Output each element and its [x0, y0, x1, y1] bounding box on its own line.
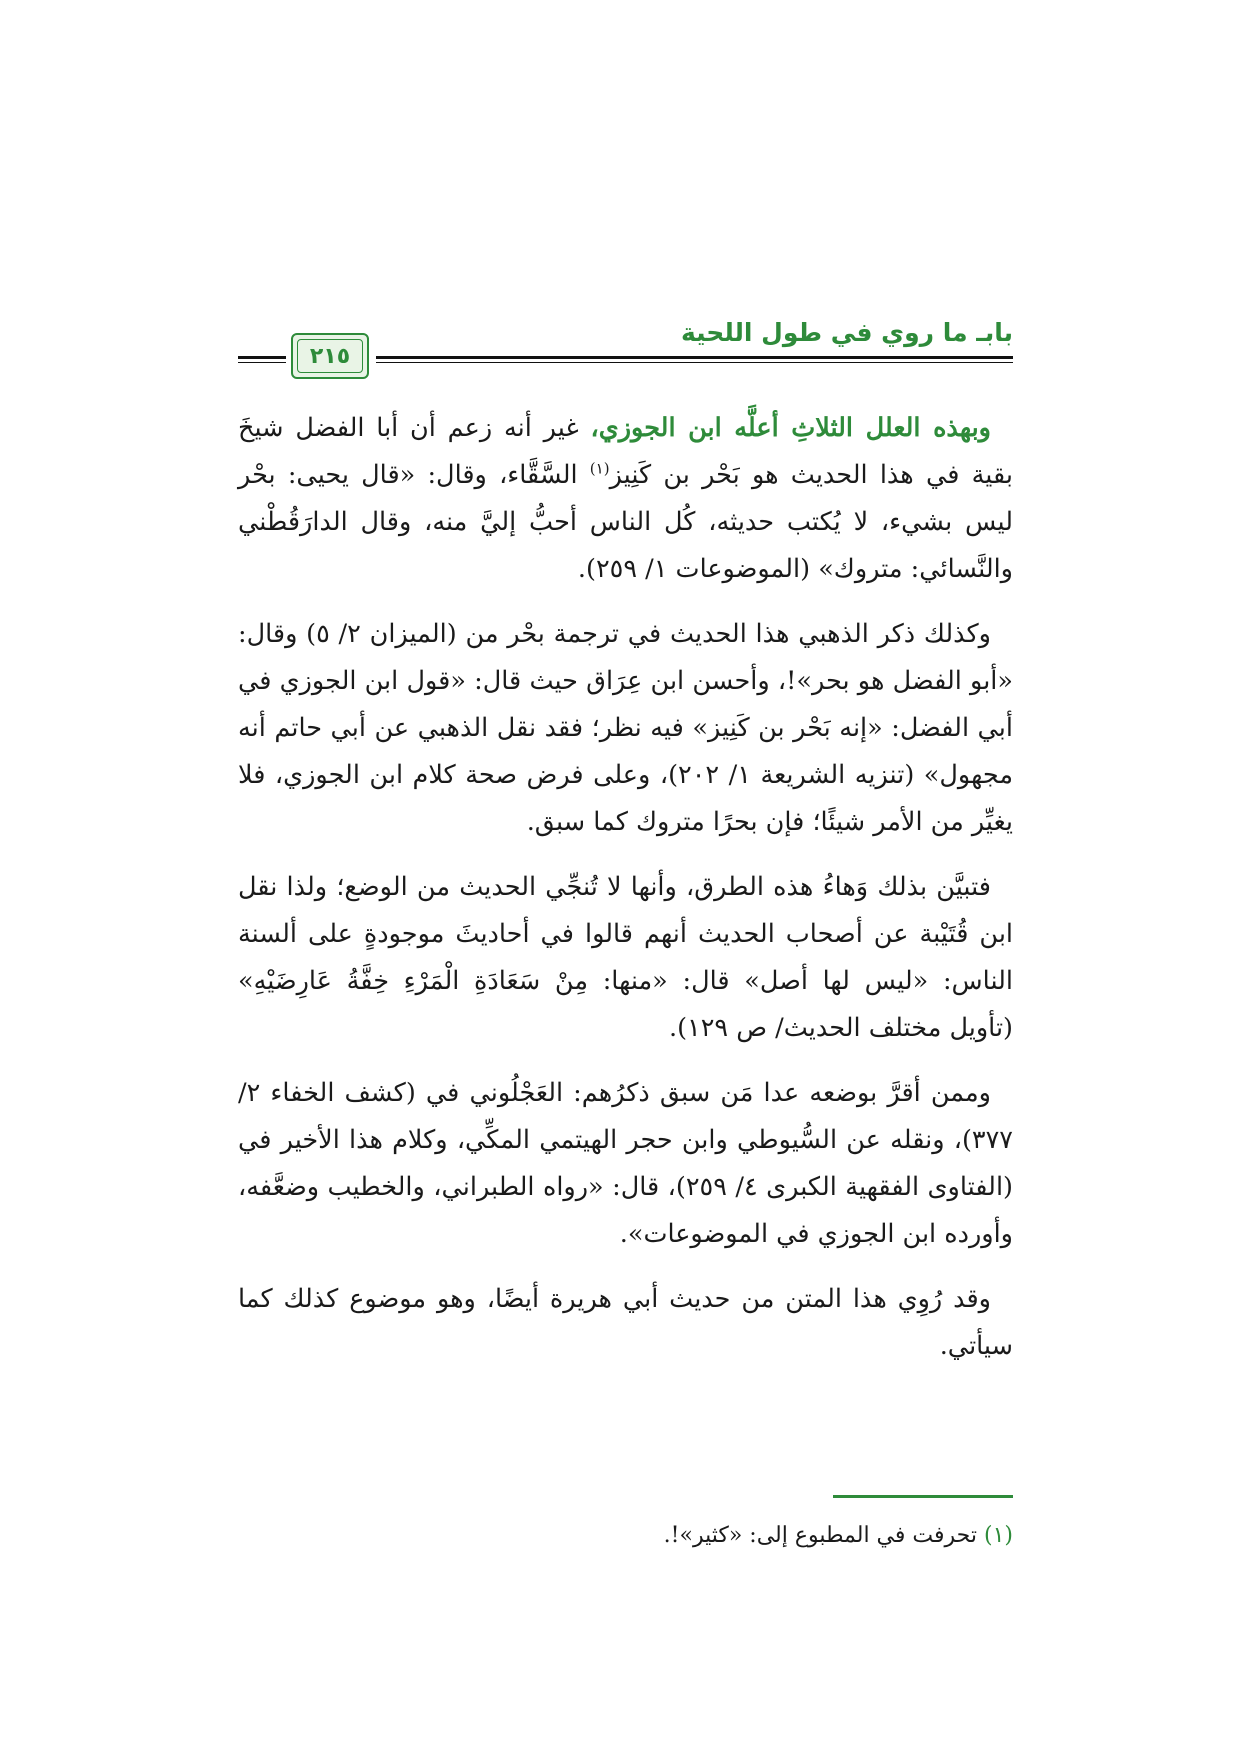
paragraph-2: وكذلك ذكر الذهبي هذا الحديث في ترجمة بحْر من (الميزان ٢/ ٥) وقال: «أبو الفضل هو بحر»!، وأحسن ابن عِرَاق حيث قال: «قول ابن الجوزي في أبي الفضل: «إنه بَحْر بن كَنِيز» فيه نظر؛ فقد نقل الذهبي عن أبي حاتم أنه مجهول» (تنزيه الشريعة ١/ ٢٠٢)، وعلى فرض صحة كلام ابن الجوزي، فلا يغيِّر من الأمر شيئًا؛ فإن بحرًا متروك كما سبق.: [238, 619, 1013, 837]
paragraph-4: وممن أقرَّ بوضعه عدا مَن سبق ذكرُهم: العَجْلُوني في (كشف الخفاء ٢/ ٣٧٧)، ونقله عن السُّيوطي وابن حجر الهيتمي المكِّي، وكلام هذا الأخير في (الفتاوى الفقهية الكبرى ٤/ ٢٥٩)، قال: «رواه الطبراني، والخطيب وضعَّفه، وأورده ابن الجوزي في الموضوعات».: [238, 1078, 1013, 1249]
header-rule-left: [238, 356, 286, 359]
header-rule-right: [376, 356, 1013, 359]
paragraph-1: [238, 405, 1013, 593]
highlighted-phrase: وبهذه العلل الثلاثِ أعلَّه ابن الجوزي،: [590, 413, 991, 443]
footnote-number: (١): [983, 1523, 1013, 1548]
page-number: ٢١٥: [309, 343, 351, 369]
footnote-separator: [833, 1495, 1013, 1498]
header-rule-left-thin: [238, 362, 286, 363]
paragraph-1-text-a: غير أنه زعم أن أبا الفضل شيخَ بقية في هذا الحديث هو بَحْر بن كَنِيز: [238, 413, 1013, 490]
footnote: [238, 1518, 1013, 1554]
footnote-reference: (١): [589, 459, 610, 478]
chapter-title: بابـ ما روي في طول اللحية: [680, 318, 1013, 347]
footnote-text: تحرفت في المطبوع إلى: «كثير»!.: [663, 1523, 984, 1548]
page-number-badge: [291, 333, 369, 379]
main-text: [238, 405, 1013, 1388]
paragraph-3: فتبيَّن بذلك وَهاءُ هذه الطرق، وأنها لا تُنجِّي الحديث من الوضع؛ ولذا نقل ابن قُتَيْبة عن أصحاب الحديث أنهم قالوا في أحاديثَ موجودةٍ على ألسنة الناس: «ليس لها أصل» قال: «منها: مِنْ سَعَادَةِ الْمَرْءِ خِفَّةُ عَارِضَيْهِ» (تأويل مختلف الحديث/ ص ١٢٩).: [238, 872, 1013, 1043]
paragraph-5: وقد رُوِي هذا المتن من حديث أبي هريرة أيضًا، وهو موضوع كذلك كما سيأتي.: [238, 1284, 1013, 1361]
page-header: [238, 318, 1013, 388]
header-rule-right-thin: [376, 362, 1013, 363]
paragraph-1-text-b: السَّقَّاء، وقال: «قال يحيى: بحْر ليس بشيء، لا يُكتب حديثه، كُل الناس أحبُّ إليَّ منه، وقال الدارَقُطْني والنَّسائي: متروك» (الموضوعات ١/ ٢٥٩).: [238, 460, 1013, 584]
